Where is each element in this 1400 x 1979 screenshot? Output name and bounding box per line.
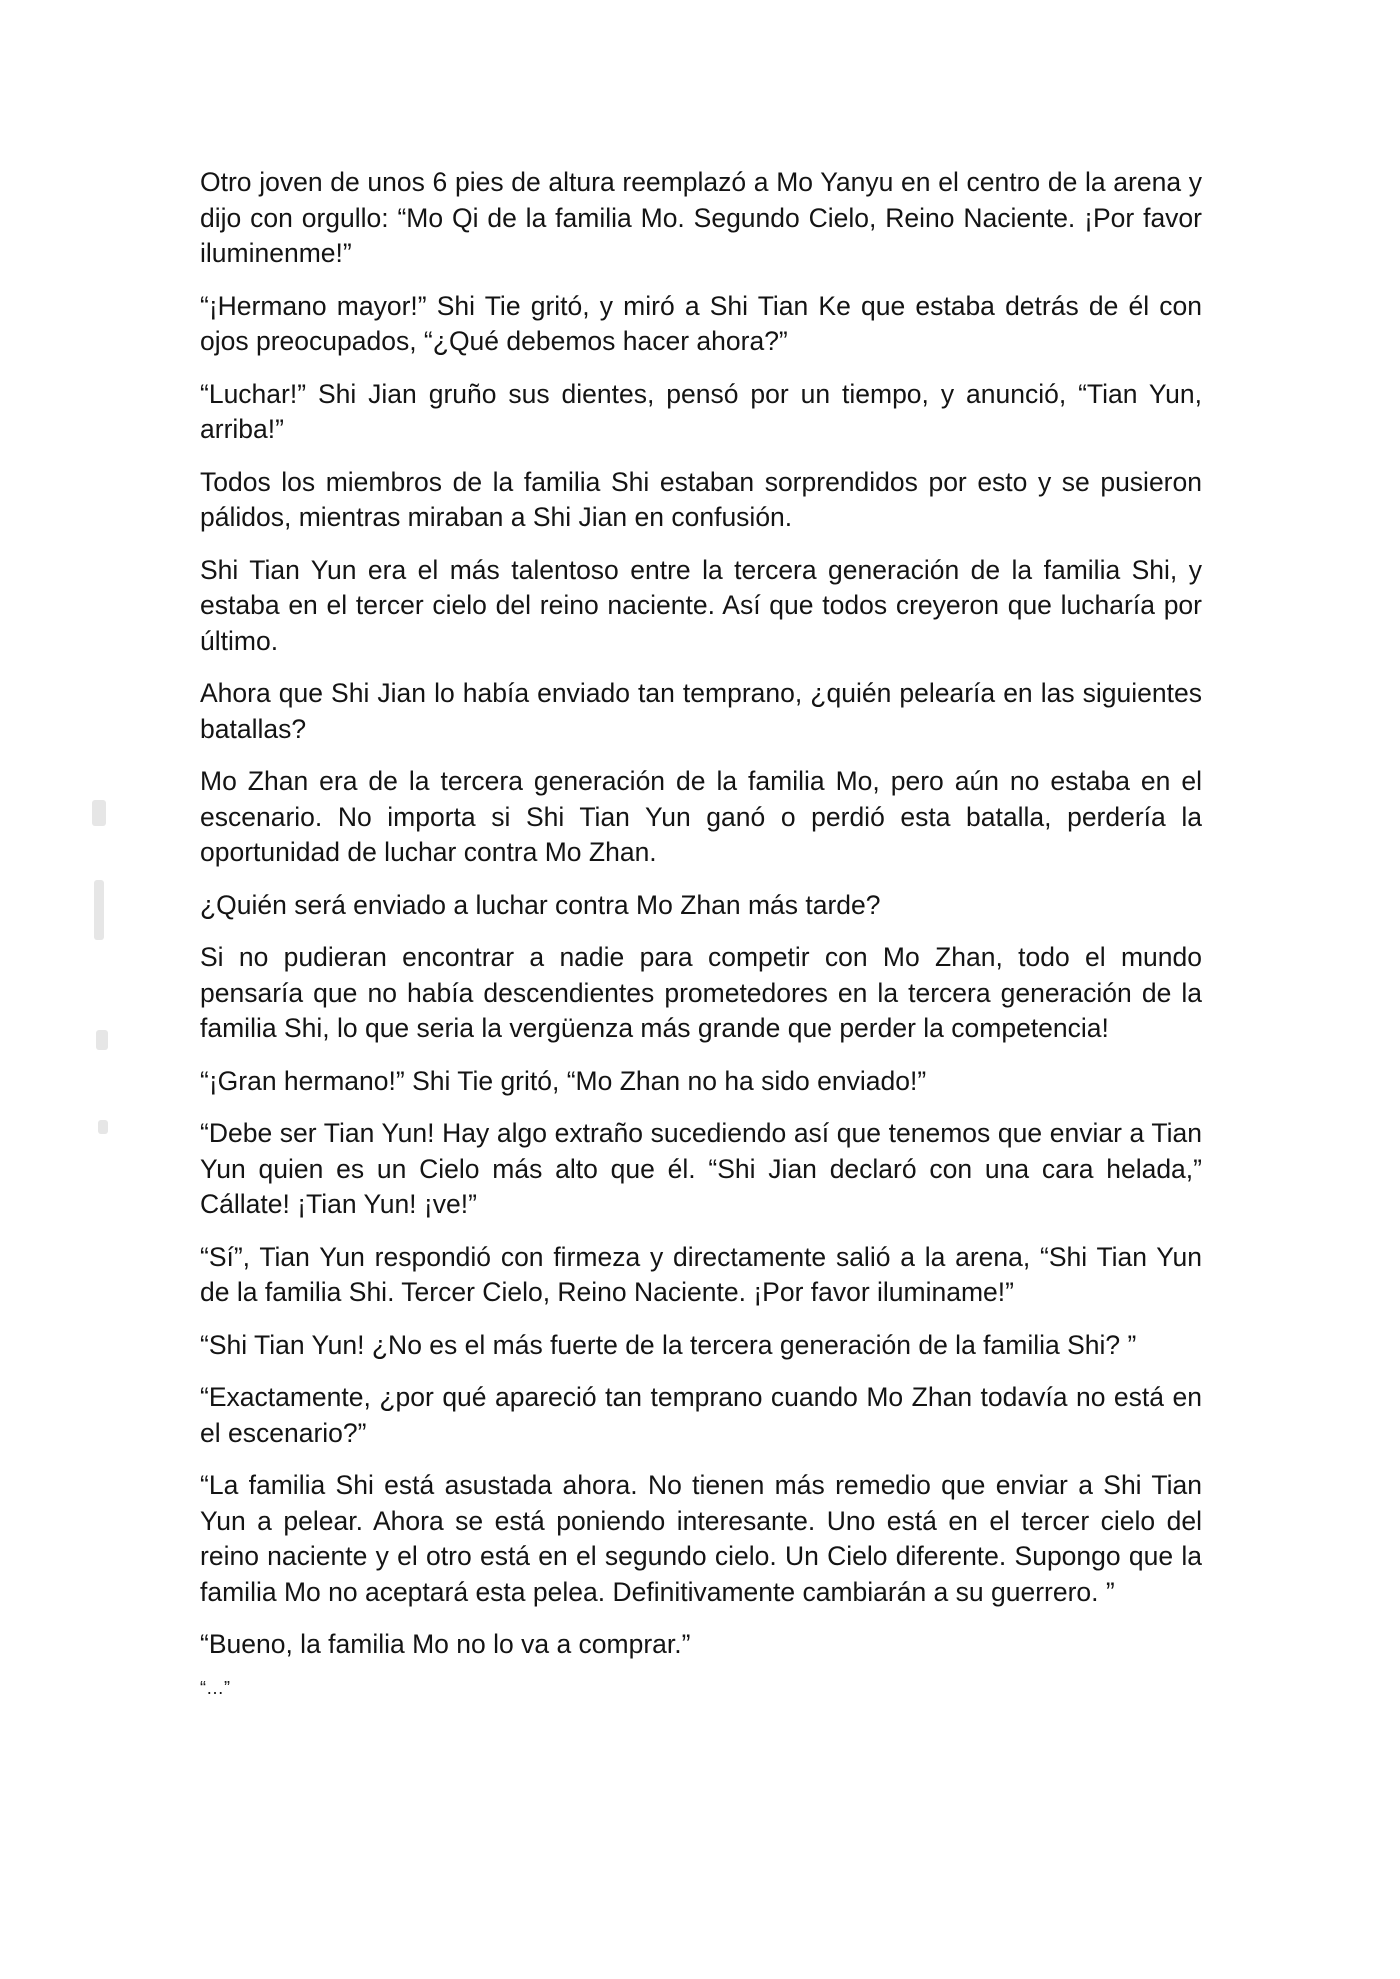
paragraph: “¡Gran hermano!” Shi Tie gritó, “Mo Zhan no ha sido enviado!”	[200, 1065, 927, 1096]
paragraph: “Shi Tian Yun! ¿No es el más fuerte de la tercera generación de la familia Shi? ”	[200, 1329, 1137, 1360]
paragraph: “Exactamente, ¿por qué apareció tan temprano cuando Mo Zhan todavía no está en el escenario?”	[200, 1382, 1202, 1448]
paragraph: Mo Zhan era de la tercera generación de la familia Mo, pero aún no estaba en el escenario. No importa si Shi Tian Yun ganó o perdió esta batalla, perdería la oportunidad de luchar contra Mo Zhan.	[200, 766, 1202, 867]
paragraph: Otro joven de unos 6 pies de altura reemplazó a Mo Yanyu en el centro de la arena y dijo con orgullo: “Mo Qi de la familia Mo. Segundo Cielo, Reino Naciente. ¡Por favor iluminenme!”	[200, 167, 1202, 268]
paragraph: “Sí”, Tian Yun respondió con firmeza y directamente salió a la arena, “Shi Tian Yun de la familia Shi. Tercer Cielo, Reino Naciente. ¡Por favor iluminame!”	[200, 1241, 1202, 1307]
paragraph: Shi Tian Yun era el más talentoso entre la tercera generación de la familia Shi, y estaba en el tercer cielo del reino naciente. Así que todos creyeron que lucharía por último.	[200, 554, 1202, 656]
document-body	[200, 165, 1202, 1717]
paragraph: “¡Hermano mayor!” Shi Tie gritó, y miró a Shi Tian Ke que estaba detrás de él con ojos preocupados, “¿Qué debemos hacer ahora?”	[200, 290, 1202, 356]
paragraph: ¿Quién será enviado a luchar contra Mo Zhan más tarde?	[200, 889, 881, 920]
scan-smudge	[98, 1120, 108, 1134]
scan-smudge	[92, 800, 106, 826]
scan-smudge	[94, 880, 104, 940]
paragraph: “Luchar!” Shi Jian gruño sus dientes, pensó por un tiempo, y anunció, “Tian Yun, arriba!”	[200, 378, 1202, 444]
paragraph: “Bueno, la familia Mo no lo va a comprar.”	[200, 1629, 691, 1659]
paragraph: Todos los miembros de la familia Shi estaban sorprendidos por esto y se pusieron pálidos, mientras miraban a Shi Jian en confusión.	[200, 466, 1202, 532]
paragraph: Si no pudieran encontrar a nadie para competir con Mo Zhan, todo el mundo pensaría que no había descendientes prometedores en la tercera generación de la familia Shi, lo que seria la vergüenza más grande que perder la competencia!	[200, 942, 1202, 1043]
paragraph-ellipsis: “…”	[200, 1677, 230, 1698]
paragraph: “La familia Shi está asustada ahora. No tienen más remedio que enviar a Shi Tian Yun a pelear. Ahora se está poniendo interesante. Uno está en el tercer cielo del reino naciente y el otro está en el segundo cielo. Un Cielo diferente. Supongo que la familia Mo no aceptará esta pelea. Definitivamente cambiarán a su guerrero. ”	[200, 1470, 1202, 1607]
scan-smudge	[96, 1030, 108, 1050]
paragraph: Ahora que Shi Jian lo había enviado tan temprano, ¿quién pelearía en las siguientes batallas?	[200, 678, 1202, 744]
paragraph: “Debe ser Tian Yun! Hay algo extraño sucediendo así que tenemos que enviar a Tian Yun quien es un Cielo más alto que él. “Shi Jian declaró con una cara helada,” Cállate! ¡Tian Yun! ¡ve!”	[200, 1118, 1202, 1219]
